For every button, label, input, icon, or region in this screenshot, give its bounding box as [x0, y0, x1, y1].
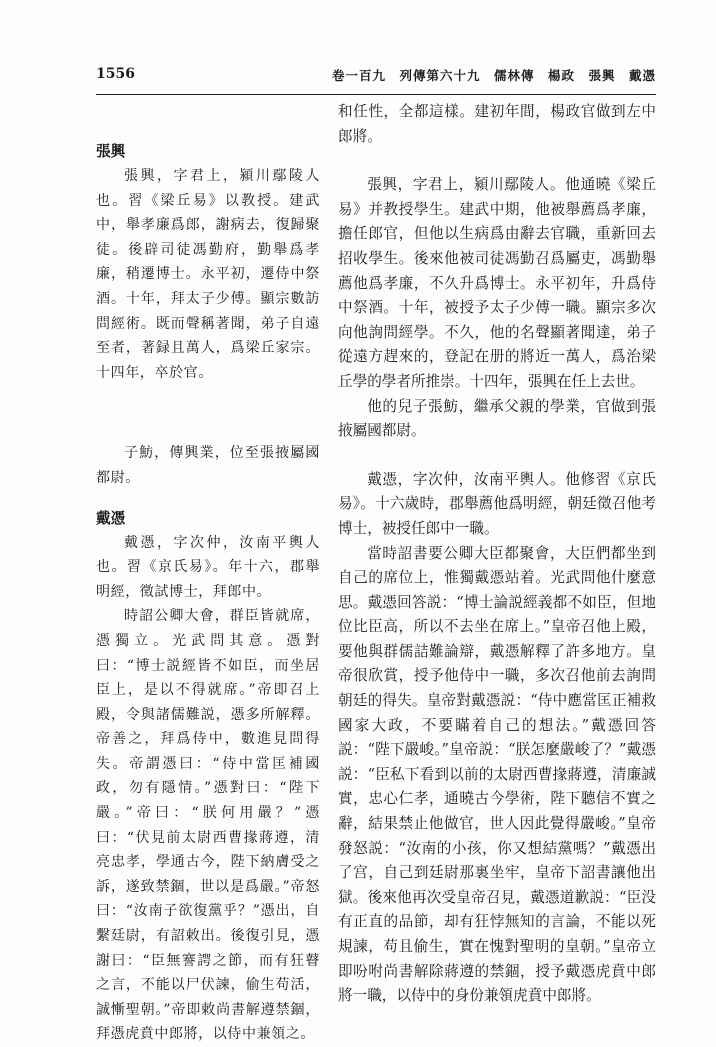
- section-heading-zhang-xing: 張興: [96, 143, 126, 160]
- dai-ping-original-para2: 時詔公卿大會，群臣皆就席，憑獨立。光武問其意。憑對曰：“博士説經皆不如臣，而坐居臣上，是以不得就席。”帝即召上殿，令與諸儒難説，憑多所解釋。帝善之，拜爲侍中，數進見問得失。帝謂憑曰：“侍中當匡補國政，勿有隱情。”憑對曰：“陛下嚴。”帝曰：“朕何用嚴？”憑曰：“伏見前太尉西曹掾蔣遵，清亮忠孝，學通古今，陛下納膚受之訴，遂致禁錮，世以是爲嚴。”帝怒曰：“汝南子欲復黨乎？”憑出，自繫廷尉，有詔敕出。後復引見，憑謝曰：“臣無謇諤之節，而有狂瞽之言，不能以尸伏諫，偷生苟活，誠慚聖朝。”帝即敕尚書解遵禁錮，拜憑虎賁中郎將，以侍中兼領之。: [96, 608, 320, 1043]
- dai-ping-translation-para1: 戴憑，字次仲，汝南平輿人。他修習《京氏易》。十六歲時，郡舉薦他爲明經，朝廷徵召他考博士，被授任郎中一職。: [338, 470, 656, 537]
- zhang-xing-original-para1: 張興，字君上，潁川鄢陵人也。習《梁丘易》以教授。建武中，舉孝廉爲郎，謝病去，復歸聚徒。後辟司徒馮勤府，勤舉爲孝廉，稍遷博士。永平初，遷侍中祭酒。十年，拜太子少傅。顯宗數訪問經術。既而聲稱著聞，弟子自遠至者，著録且萬人，爲梁丘家宗。十四年，卒於官。: [96, 168, 320, 381]
- zhang-xing-original-para2: 子魴，傳興業，位至張掖屬國都尉。: [96, 445, 320, 486]
- dai-ping-original-para1: 戴憑，字次仲，汝南平輿人也。習《京氏易》。年十六，郡舉明經，徵試博士，拜郎中。: [96, 534, 320, 600]
- zhang-xing-translation-para1: 張興，字君上，潁川鄢陵人。他通曉《梁丘易》并教授學生。建武中期，他被舉薦爲孝廉，擔任郎官，但他以生病爲由辭去官職，重新回去招收學生。後來他被司徒馮勤召爲屬吏，馮勤舉薦他爲孝廉，不久升爲博士。永平初年，升爲侍中祭酒。十年，被授予太子少傅一職。顯宗多次向他詢問經學。不久，他的名聲顯著聞達，弟子從遠方趕來的，登記在册的將近一萬人，爲治梁丘學的學者所推崇。十四年，張興在任上去世。: [338, 176, 656, 390]
- running-title: 卷一百九 列傳第六十九 儒林傳 楊政 張興 戴憑: [331, 68, 656, 83]
- section-heading-dai-ping: 戴憑: [96, 509, 126, 527]
- page-number: 1556: [96, 66, 135, 82]
- original-text-column: [96, 100, 320, 1047]
- translation-column: [338, 100, 656, 1009]
- page-header: [96, 66, 656, 90]
- yang-zheng-translation-end: 和任性，全都這樣。建初年間，楊政官做到左中郎將。: [338, 103, 656, 145]
- dai-ping-translation-para2: 當時詔書要公卿大臣都聚會，大臣們都坐到自己的席位上，惟獨戴憑站着。光武問他什麼意思。戴憑回答説：“博士論説經義都不如臣，但地位比臣高，所以不去坐在席上。”皇帝召他上殿，要他與群儒詰難論辯，戴憑解釋了許多地方。皇帝很欣賞，授予他侍中一職，多次召他前去詢問朝廷的得失。皇帝對戴憑説：“侍中應當匡正補救國家大政，不要瞞着自己的想法。”戴憑回答説：“陛下嚴峻。”皇帝説：“朕怎麼嚴峻了？”戴憑説：“臣私下看到以前的太尉西曹掾蔣遵，清廉誠實，忠心仁孝，通曉古今學術，陛下聽信不實之辭，結果禁止他做官，世人因此覺得嚴峻。”皇帝發怒説：“汝南的小孩，你又想結黨嗎？”戴憑出了宫，自己到廷尉那裏坐牢，皇帝下詔書讓他出獄。後來他再次受皇帝召見，戴憑道歉説：“臣没有正直的品節，却有狂悖無知的言論，不能以死規諫，苟且偷生，實在愧對聖明的皇朝。”皇帝立即吩咐尚書解除蔣遵的禁錮，授予戴憑虎賁中郎將一職，以侍中的身份兼領虎賁中郎將。: [338, 544, 656, 1005]
- header-rule: [96, 94, 656, 95]
- zhang-xing-translation-para2: 他的兒子張魴，繼承父親的學業，官做到張掖屬國都尉。: [338, 397, 656, 440]
